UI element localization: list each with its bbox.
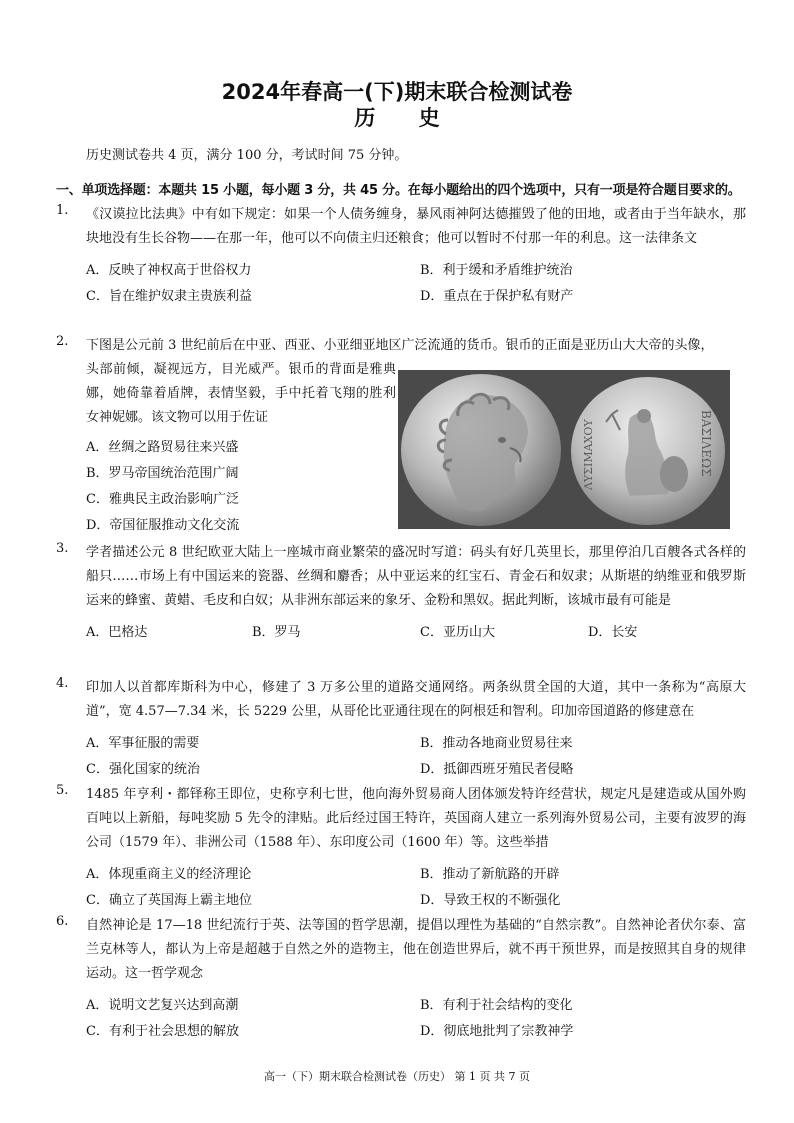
question-stem: 1485 年亨利・都铎称王即位，史称亨利七世，他向海外贸易商人团体颁发特许经营状，规定凡是建造或从国外购百吨以上新船，每吨奖励 5 先令的津贴。此后经过国王特许，英国商人建立一系列海外贸易公司，主要有波罗的海公司（1579 年）、非洲公司（1588 年）、东印度公司（1600 年）等。这些举措 (86, 787, 746, 850)
option-a[interactable]: A．军事征服的需要 (86, 736, 200, 751)
question-number: 6. (56, 914, 69, 929)
question-stem-line1: 下图是公元前 3 世纪前后在中亚、西亚、小亚细亚地区广泛流通的货币。银币的正面是亚历山大大帝的头像， (86, 338, 714, 353)
question-number: 5. (56, 783, 69, 798)
question-number: 4. (56, 676, 69, 691)
option-a[interactable]: A．丝绸之路贸易往来兴盛 (86, 440, 239, 455)
option-c[interactable]: C．强化国家的统治 (86, 762, 200, 777)
option-b[interactable]: B．利于缓和矛盾维护统治 (420, 263, 573, 278)
exam-intro: 历史测试卷共 4 页，满分 100 分，考试时间 75 分钟。 (86, 148, 408, 163)
question-3 (56, 541, 746, 643)
exam-title: 2024年春高一(下)期末联合检测试卷 (221, 80, 573, 104)
question-stem: 学者描述公元 8 世纪欧亚大陆上一座城市商业繁荣的盛况时写道：码头有好几英里长，那里停泊几百艘各式各样的船只……市场上有中国运来的瓷器、丝绸和麝香；从中亚运来的红宝石、青金石和奴隶；从斯堪的纳维亚和俄罗斯运来的蜂蜜、黄蜡、毛皮和白奴；从非洲东部运来的象牙、金粉和黑奴。据此判断，该城市最有可能是 (86, 545, 746, 608)
question-number: 2. (56, 334, 69, 349)
option-c[interactable]: C．旨在维护奴隶主贵族利益 (86, 289, 252, 304)
option-d[interactable]: D．导致王权的不断强化 (420, 893, 561, 908)
question-options (86, 251, 746, 303)
coin-inscription: ΒΑΣΙΛΕΩΣ (699, 410, 713, 477)
question-stem: 自然神论是 17—18 世纪流行于英、法等国的哲学思潮，提倡以理性为基础的“自然宗教”。自然神论者伏尔泰、富兰克林等人，都认为上帝是超越于自然之外的造物主，他在创造世界后，就不再干预世界，而是按照其自身的规律运动。这一哲学观念 (86, 918, 746, 981)
option-a[interactable]: A．巴格达 (86, 625, 148, 640)
question-1 (56, 203, 746, 303)
option-b[interactable]: B．罗马帝国统治范围广阔 (86, 466, 239, 481)
question-stem-rest: 头部前倾，凝视远方，目光威严。银币的背面是雅典娜，她倚靠着盾牌，表情坚毅，手中托着飞翔的胜利女神妮娜。该文物可以用于佐证 (86, 362, 396, 425)
coin-obverse (401, 374, 561, 526)
question-stem: 印加人以首都库斯科为中心，修建了 3 万多公里的道路交通网络。两条纵贯全国的大道，其中一条称为“高原大道”，宽 4.57—7.34 米，长 5229 公里，从哥伦比亚通往现在的阿根廷和智利。印加帝国道路的修建意在 (86, 680, 746, 719)
question-6 (56, 914, 746, 1038)
option-d[interactable]: D．长安 (588, 625, 638, 640)
option-b[interactable]: B．罗马 (252, 625, 301, 640)
option-a[interactable]: A．说明文艺复兴达到高潮 (86, 998, 239, 1013)
coin-inscription-2: ΛΥΣΙΜΑΧΟΥ (582, 419, 595, 490)
question-options (86, 986, 746, 1038)
option-b[interactable]: B．有利于社会结构的变化 (420, 998, 573, 1013)
option-d[interactable]: D．彻底地批判了宗教神学 (420, 1024, 574, 1039)
option-a[interactable]: A．反映了神权高于世俗权力 (86, 263, 252, 278)
option-c[interactable]: C．亚历山大 (420, 625, 495, 640)
exam-subject: 历 史 (354, 106, 458, 130)
option-a[interactable]: A．体现重商主义的经济理论 (86, 867, 252, 882)
question-options (86, 855, 746, 907)
option-b[interactable]: B．推动各地商业贸易往来 (420, 736, 573, 751)
option-d[interactable]: D．抵御西班牙殖民者侵略 (420, 762, 574, 777)
question-stem: 《汉谟拉比法典》中有如下规定：如果一个人债务缠身，暴风雨神阿达德摧毁了他的田地，或者由于当年缺水，那块地没有生长谷物——在那一年，他可以不向债主归还粮食；他可以暂时不付那一年的利息。这一法律条文 (86, 207, 746, 246)
coin-reverse (571, 377, 725, 525)
question-options (86, 613, 746, 643)
question-4 (56, 676, 746, 776)
coin-illustration (398, 370, 730, 529)
question-options (86, 724, 746, 776)
coin-image (398, 370, 730, 529)
question-5 (56, 783, 746, 907)
page-footer: 高一（下）期末联合检测试卷（历史） 第 1 页 共 7 页 (264, 1070, 530, 1083)
option-c[interactable]: C．雅典民主政治影响广泛 (86, 492, 239, 507)
option-d[interactable]: D．帝国征服推动文化交流 (86, 518, 240, 533)
section-heading: 一、单项选择题：本题共 15 小题，每小题 3 分，共 45 分。在每小题给出的四个选项中，只有一项是符合题目要求的。 (56, 183, 741, 198)
question-number: 3. (56, 541, 69, 556)
option-b[interactable]: B．推动了新航路的开辟 (420, 867, 560, 882)
question-number: 1. (56, 203, 69, 218)
option-c[interactable]: C．有利于社会思想的解放 (86, 1024, 239, 1039)
option-c[interactable]: C．确立了英国海上霸主地位 (86, 893, 252, 908)
option-d[interactable]: D．重点在于保护私有财产 (420, 289, 574, 304)
